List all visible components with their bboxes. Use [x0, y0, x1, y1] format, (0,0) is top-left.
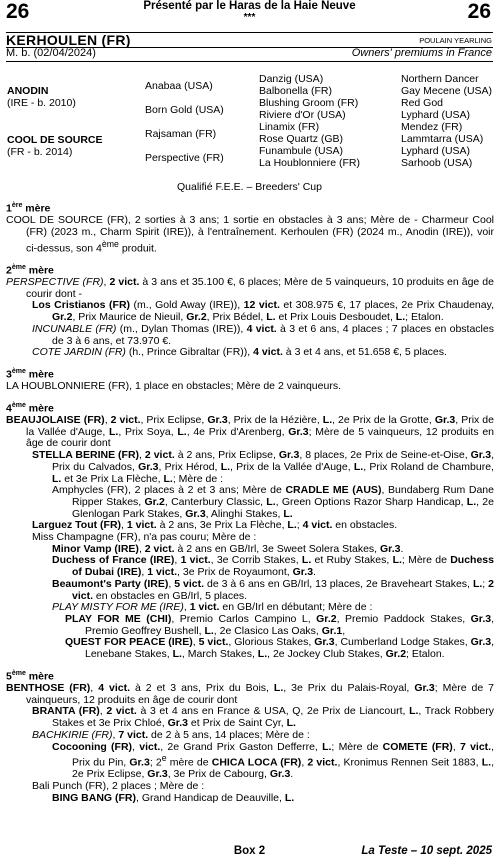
- gen2-2: Born Gold (USA): [145, 104, 224, 116]
- text-2: PERSPECTIVE (FR), 2 vict. à 3 ans et 35.100 €, 6 places; Mère de 5 vainqueurs, 10 produits en âge de courir dont -: [6, 276, 494, 300]
- gen2-4: Perspective (FR): [145, 152, 224, 164]
- horse-name: KERHOULEN (FR): [6, 32, 131, 48]
- gen4-5: Mendez (FR): [401, 121, 463, 133]
- gen3-4: Riviere d'Or (USA): [259, 109, 346, 121]
- divider-bottom: [6, 61, 493, 62]
- gen4-7: Lyphard (USA): [401, 145, 471, 157]
- text-18: BENTHOSE (FR), 4 vict. à 2 et 3 ans, Prix du Bois, L., 3e Prix du Palais-Royal, Gr.3; Mère de 7 vainqueurs, 12 produits en âge de courir dont: [6, 682, 494, 706]
- gen4-3: Red God: [401, 97, 444, 109]
- section-4eme-mere: 4ème mère: [6, 401, 54, 415]
- sire-info: (IRE - b. 2010): [7, 97, 76, 109]
- text-5: COTE JARDIN (FR) (h., Prince Gibraltar (FR)), 4 vict. à 3 et 4 ans, et 51.658 €, 5 places.: [32, 346, 447, 359]
- text-16: PLAY FOR ME (CHI), Premio Carlos Campino L, Gr.2, Premio Paddock Stakes, Gr.3, Premio Geoffrey Bushell, L., 2e Clasico Las Oaks, Gr.1,: [65, 613, 494, 637]
- gen3-7: Funambule (USA): [259, 145, 344, 157]
- sire-name: ANODIN: [7, 85, 49, 97]
- text-22: Bali Punch (FR), 2 places ; Mère de :: [32, 780, 205, 793]
- text-19: BRANTA (FR), 2 vict. à 3 et 4 ans en France & USA, Q, 2e Prix de Liancourt, L., Track Robbery Stakes et 3e Prix Chloé, Gr.3 et Prix de Saint Cyr, L.: [32, 705, 494, 730]
- qualification: Qualifié F.E.E. – Breeders' Cup: [177, 181, 322, 193]
- gen3-8: La Houblonniere (FR): [259, 157, 360, 169]
- text-1: COOL DE SOURCE (FR), 2 sorties à 3 ans; 1 sortie en obstacles à 3 ans; Mère de - Charmeur Cool (FR) (2023 m., Charm Spirit (IRE)), à l'entraînement. Kerhoulen (FR) (2024 m., Anodin (IRE)), voir ci-dessus, son 4ème produit.: [6, 214, 494, 255]
- category-label: POULAIN YEARLING: [419, 36, 492, 45]
- lot-number-left: 26: [6, 0, 30, 23]
- gen4-6: Lammtarra (USA): [401, 133, 484, 145]
- text-6: LA HOUBLONNIERE (FR), 1 place en obstacles; Mère de 2 vainqueurs.: [6, 380, 341, 393]
- section-2eme-mere: 2ème mère: [6, 263, 54, 277]
- footer-box: Box 2: [233, 845, 266, 857]
- text-13: Duchess of France (IRE), 1 vict., 3e Corrib Stakes, L. et Ruby Stakes, L.; Mère de Duchess of Dubai (IRE), 1 vict., 3e Prix de Royaumont, Gr.3.: [52, 554, 494, 579]
- dam-name: COOL DE SOURCE: [7, 134, 103, 146]
- gen2-1: Anabaa (USA): [145, 80, 213, 92]
- text-10: Larguez Tout (FR), 1 vict. à 2 ans, 3e Prix La Flèche, L.; 4 vict. en obstacles.: [32, 519, 398, 532]
- text-17: QUEST FOR PEACE (IRE), 5 vict., Glorious Stakes, Gr.3, Cumberland Lodge Stakes, Gr.3, Lenebane Stakes, L., March Stakes, L., 2e Jockey Club Stakes, Gr.2; Etalon.: [65, 636, 494, 661]
- gen2-3: Rajsaman (FR): [145, 128, 217, 140]
- gen3-5: Linamix (FR): [259, 121, 320, 133]
- text-9: Amphycles (FR), 2 places à 2 et 3 ans; Mère de CRADLE ME (AUS), Bundaberg Rum Dane Ripper Stakes, Gr.2, Canterbury Classic, L., Green Options Razor Sharp Handicap, L., 2e Glenlogan Park Stakes, Gr.3, Alinghi Stakes, L.: [52, 484, 494, 520]
- family-notes: [6, 200, 494, 805]
- section-5eme-mere: 5ème mère: [6, 669, 54, 683]
- footer-venue-date: La Teste – 10 sept. 2025: [361, 845, 492, 857]
- text-11: Miss Champagne (FR), n'a pas couru; Mère de :: [32, 531, 257, 544]
- text-4: INCUNABLE (FR) (m., Dylan Thomas (IRE)), 4 vict. à 3 et 6 ans, 4 places ; 7 places en obstacles de 3 à 6 ans, et 73.970 €.: [32, 322, 494, 347]
- text-20: BACHKIRIE (FR), 7 vict. de 2 à 5 ans, 14 places; Mère de :: [32, 728, 310, 741]
- gen4-8: Sarhoob (USA): [401, 157, 473, 169]
- text-21: Cocooning (FR), vict., 2e Grand Prix Gaston Defferre, L.; Mère de COMETE (FR), 7 vict., Prix du Pin, Gr.3; 2e mère de CHICA LOCA (FR), 2 vict., Kronimus Rennen Seit 1883, L., 2e Prix Eclipse, Gr.3, 3e Prix de Cabourg, Gr.3.: [52, 740, 494, 781]
- section-1ere-mere: 1ère mère: [6, 202, 51, 215]
- gen3-6: Rose Quartz (GB): [259, 133, 344, 145]
- gen4-2: Gay Mecene (USA): [401, 85, 493, 97]
- dam-info: (FR - b. 2014): [7, 146, 73, 158]
- gen3-1: Danzig (USA): [259, 73, 324, 85]
- gen3-3: Blushing Groom (FR): [259, 97, 359, 109]
- gen3-2: Balbonella (FR): [259, 85, 332, 97]
- text-14: Beaumont's Party (IRE), 5 vict. de 3 à 6 ans en GB/Irl, 13 places, 2e Braveheart Stakes, L.; 2 vict. en obstacles en GB/Irl, 5 places.: [52, 577, 494, 602]
- text-3: Los Cristianos (FR) (m., Gold Away (IRE)), 12 vict. et 308.975 €, 17 places, 2e Prix Chaudenay, Gr.2, Prix Maurice de Nieuil, Gr.2, Prix Bédel, L. et Prix Louis Desboudet, L.; Etalon.: [32, 299, 494, 324]
- sex-birth: M. b. (02/04/2024): [6, 47, 96, 59]
- owners-premiums: Owners' premiums in France: [351, 47, 492, 59]
- presenter: Présenté par le Haras de la Haie Neuve: [143, 0, 356, 12]
- gen4-4: Lyphard (USA): [401, 109, 471, 121]
- text-8: STELLA BERINE (FR), 2 vict. à 2 ans, Prix Eclipse, Gr.3, 8 places, 2e Prix de Seine-et-Oise, Gr.3, Prix du Calvados, Gr.3, Prix Hérod, L., Prix de la Vallée d'Auge, L., Prix Roland de Chambure, L. et 3e Prix La Flèche, L.; Mère de :: [32, 449, 494, 485]
- text-12: Minor Vamp (IRE), 2 vict. à 2 ans en GB/Irl, 3e Sweet Solera Stakes, Gr.3.: [52, 542, 404, 555]
- stars: ***: [243, 12, 256, 23]
- gen4-1: Northern Dancer: [401, 73, 479, 85]
- text-15: PLAY MISTY FOR ME (IRE), 1 vict. en GB/Irl en débutant; Mère de :: [52, 601, 373, 614]
- text-7: BEAUJOLAISE (FR), 2 vict., Prix Eclipse, Gr.3, Prix de la Hézière, L., 2e Prix de la Grotte, Gr.3, Prix de la Vallée d'Auge, L., Prix Soya, L., 4e Prix d'Arenberg, Gr.3; Mère de 5 vainqueurs, 12 produits en âge de courir dont: [6, 414, 494, 450]
- text-23: BING BANG (FR), Grand Handicap de Deauville, L.: [52, 791, 295, 804]
- section-3eme-mere: 3ème mère: [6, 367, 54, 381]
- lot-number-right: 26: [467, 0, 491, 23]
